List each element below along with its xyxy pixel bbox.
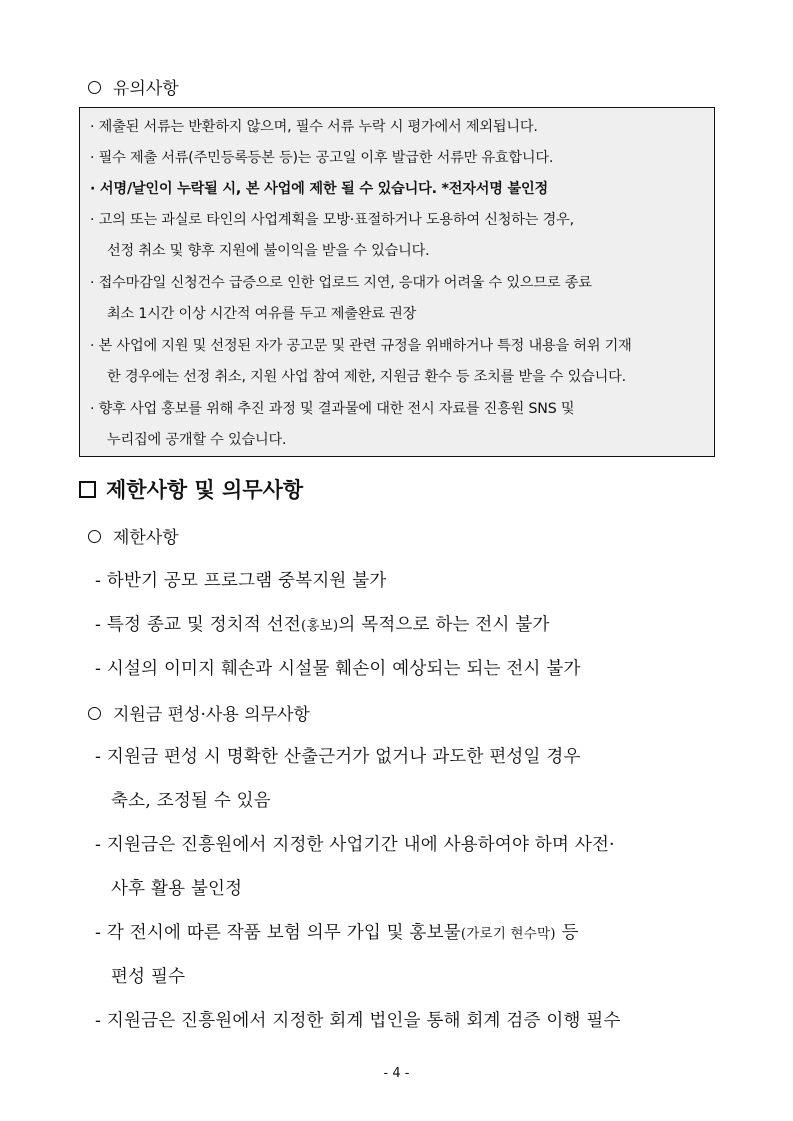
notice-box [79,107,715,457]
restriction-item: - 특정 종교 및 정치적 선전(홍보)의 목적으로 하는 전시 불가 [95,615,550,635]
obligation-item-continued: 편성 필수 [111,967,186,987]
obligation-item: - 각 전시에 따른 작품 보험 의무 가입 및 홍보물(가로기 현수막) 등 [95,923,579,943]
notice-line-continued: 선정 취소 및 향후 지원에 불이익을 받을 수 있습니다. [107,243,430,259]
notice-line-continued: 한 경우에는 선정 취소, 지원 사업 참여 제한, 지원금 환수 등 조치를 받을 수 있습니다. [107,369,626,385]
restriction-item: - 시설의 이미지 훼손과 시설물 훼손이 예상되는 되는 전시 불가 [95,659,581,679]
notice-line-emphasis: · 서명/날인이 누락될 시, 본 사업에 제한 될 수 있습니다. *전자서명 불인정 [90,181,549,197]
page-number: - 4 - [383,1066,410,1081]
checkbox-square-icon [79,481,96,498]
notice-line: · 제출된 서류는 반환하지 않으며, 필수 서류 누락 시 평가에서 제외됩니다. [90,119,538,135]
notice-heading: 유의사항 [88,74,179,99]
restrictions-heading: 제한사항 [88,523,179,548]
circle-bullet-icon [88,81,101,94]
section-title: 제한사항 및 의무사항 [79,474,303,504]
notice-line: · 고의 또는 과실로 타인의 사업계획을 모방·표절하거나 도용하여 신청하는 경우, [90,212,574,228]
notice-line: · 필수 제출 서류(주민등록등본 등)는 공고일 이후 발급한 서류만 유효합니다. [90,150,554,166]
obligation-item-continued: 축소, 조정될 수 있음 [111,791,271,811]
obligation-item-continued: 사후 활용 불인정 [111,879,243,899]
notice-line-continued: 누리집에 공개할 수 있습니다. [107,432,287,448]
circle-bullet-icon [88,707,101,720]
notice-line: · 본 사업에 지원 및 선정된 자가 공고문 및 관련 규정을 위배하거나 특정 내용을 허위 기재 [90,338,632,354]
notice-line: · 접수마감일 신청건수 급증으로 인한 업로드 지연, 응대가 어려울 수 있으므로 종료 [90,275,592,291]
circle-bullet-icon [88,530,101,543]
obligations-heading: 지원금 편성·사용 의무사항 [88,700,310,725]
restriction-item: - 하반기 공모 프로그램 중복지원 불가 [95,571,387,591]
obligation-item: - 지원금 편성 시 명확한 산출근거가 없거나 과도한 편성일 경우 [95,747,581,767]
obligation-item: - 지원금은 진흥원에서 지정한 회계 법인을 통해 회계 검증 이행 필수 [95,1011,621,1031]
notice-line-continued: 최소 1시간 이상 시간적 여유를 두고 제출완료 권장 [107,306,417,322]
notice-line: · 향후 사업 홍보를 위해 추진 과정 및 결과물에 대한 전시 자료를 진흥원 SNS 및 [90,401,575,417]
obligation-item: - 지원금은 진흥원에서 지정한 사업기간 내에 사용하여야 하며 사전· [95,835,615,855]
